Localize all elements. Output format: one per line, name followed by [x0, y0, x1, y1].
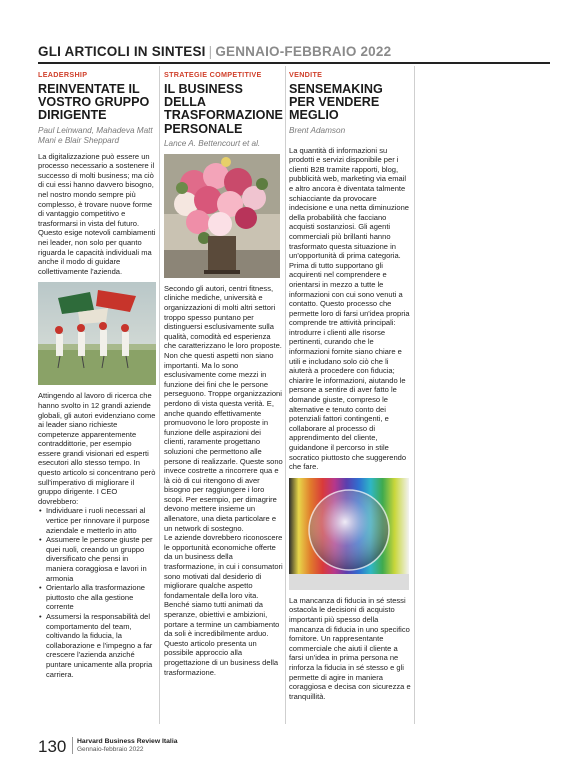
article-paragraph: Secondo gli autori, centri fitness, cliniche mediche, università e organizzazioni di molti altri settori troppo spesso puntano per distinguersi esclusivamente sulla qualità, comodità ed esperienza che caratterizzano le loro proposte. Non che questi aspetti non siano importanti. Ma lo sono esclusivamente come mezzi in funzione dei fini che le persone perseguono. Troppe organizzazioni perdono di vista questa verità. E, anche quando effettivamente promuovono le loro proposte in funzione delle aspirazioni dei clienti, raramente progettano soluzioni che permettono alle persone di realizzarle. Queste sono invece costrette a rincorrere qua e là ciò di cui ritengono di aver bisogno per raggiungere i loro scopi. Per esempio, per dimagrire devono mettere insieme un allenatore, una dieta particolare e un network di sostegno.: [164, 283, 283, 533]
footer-divider: [72, 737, 73, 754]
article-paragraph: La digitalizzazione può essere un processo necessario a sostenere il successo di molti business; ma ciò di cui essi hanno davvero bisogno, nel nostro mondo sempre più complesso, è trovare nuove forme di vantaggio competitivo e trasformarsi in vista del futuro. Questo esige notevoli cambiamenti nei leader, non solo per quanto riguarda le capacità individuali ma anche il modo di guidare collettivamente l'azienda.: [38, 151, 156, 276]
section-title: GLI ARTICOLI IN SINTESI: [38, 44, 206, 59]
column-divider: [159, 66, 160, 724]
list-item: • Individuare i ruoli necessari al vertice per rinnovare il purpose aziendale e metterlo in atto: [46, 506, 156, 535]
list-item: • Assumersi la responsabilità del comportamento del team, coltivando la fiducia, la collaborazione e l'impegno a far crescere l'azienda anziché puntare unicamente alla propria carriera.: [46, 612, 156, 679]
publication-name: Harvard Business Review Italia: [77, 738, 178, 745]
article-title: SENSEMAKING PER VENDERE MEGLIO: [289, 82, 383, 123]
article-rubric: VENDITE: [289, 70, 323, 79]
article-body-continued: [289, 596, 411, 702]
publication-date: Gennaio-febbraio 2022: [77, 746, 144, 753]
header-separator: |: [208, 44, 213, 59]
article-vendite: [289, 66, 411, 701]
issue-label: GENNAIO-FEBBRAIO 2022: [215, 44, 392, 59]
article-title: REINVENTATE IL VOSTRO GRUPPO DIRIGENTE: [38, 82, 150, 123]
article-paragraph: Le aziende dovrebbero riconoscere le opportunità economiche offerte da un business della trasformazione, in cui i consumatori sono motivati dal desiderio di migliorare qualche aspetto fondamentale della loro vita. Benché siamo tutti animati da speranze, obiettivi e ambizioni, portare a termine un cambiamento da soli è incredibilmente arduo. Questo articolo presenta un possibile approccio alla progettazione di un business della trasformazione.: [164, 533, 283, 677]
article-paragraph: La mancanza di fiducia in sé stessi ostacola le decisioni di acquisto importanti più spesso della mancanza di fiducia in uno specifico fornitore. Un rappresentante commerciale che aiuti il cliente a farsi un'idea in prima persona ne rinforza la fiducia in sé stesso e gli permette di agire in maniera coraggiosa e decisa con sicurezza e tranquillità.: [289, 595, 411, 701]
article-paragraph: Attingendo al lavoro di ricerca che hanno svolto in 12 grandi aziende globali, gli autori evidenziano come ai leader siano richieste competenze apparentemente contraddittorie, per esempio essere grandi visionari ed esperti esecutori allo stesso tempo. In questo articolo si concentrano però sull'imperativo di migliorare il gruppo dirigente. I CEO dovrebbero:: [38, 391, 156, 506]
column-divider: [285, 66, 286, 724]
article-strategie: [164, 66, 284, 677]
list-item: • Assumere le persone giuste per quei ruoli, creando un gruppo diversificato che pensi in maniera coraggiosa e lavori in armonia: [46, 535, 156, 583]
article-body-continued: [38, 391, 156, 679]
page-header: [38, 44, 391, 59]
article-authors: Brent Adamson: [289, 125, 346, 135]
article-authors: Lance A. Bettencourt et al.: [164, 138, 261, 148]
header-rule: [38, 62, 550, 64]
article-rubric: LEADERSHIP: [38, 70, 88, 79]
page-number: 130: [38, 737, 67, 756]
article-body: [38, 152, 156, 277]
marching-band-photo: [38, 282, 156, 385]
article-paragraph: La quantità di informazioni su prodotti e servizi disponibile per i clienti B2B tramite rapporti, blog, pubblicità web, marketing via email e altro ancora è diventata talmente schiacciante da provocare indecisione e una netta diminuzione della probabilità che facciano acquisti sostanziosi. Gli agenti commerciali più brillanti hanno trasformato questa situazione in un'opportunità di prima categoria. Prima di tutto supportano gli acquirenti nel comprendere e orientarsi in mezzo a tutte le informazioni con cui sono venuti a contatto. Questo processo che permette loro di farsi un'idea propria comprende tre attività principali: introdurre i clienti alle risorse pertinenti, curando che le informazioni fornite siano chiare e utili e includano solo ciò che li aiuterà a procedere con fiducia; chiarire le informazioni, aiutando le persone a sentire di aver fatto le domande giuste, compreso le alternative e tenuto conto dei potenziali fattori contingenti, e collaborare al processo di apprendimento del cliente, guidandone il percorso in stile socratico piuttosto che suggerendo che fare.: [289, 145, 410, 472]
article-rubric: STRATEGIE COMPETITIVE: [164, 70, 262, 79]
article-body: [164, 284, 284, 677]
article-body: [289, 146, 411, 472]
crystal-ball-photo: [289, 478, 409, 590]
column-divider: [414, 66, 415, 724]
list-item: • Orientarlo alla trasformazione piuttosto che alla gestione corrente: [46, 583, 156, 612]
article-leadership: [38, 66, 156, 679]
flower-arrangement-photo: [164, 154, 280, 278]
bullet-list: [38, 506, 156, 679]
article-authors: Paul Leinwand, Mahadeva Matt Mani e Blair Sheppard: [38, 125, 153, 145]
article-title: IL BUSINESS DELLA TRASFORMAZIONE PERSONALE: [164, 82, 283, 136]
